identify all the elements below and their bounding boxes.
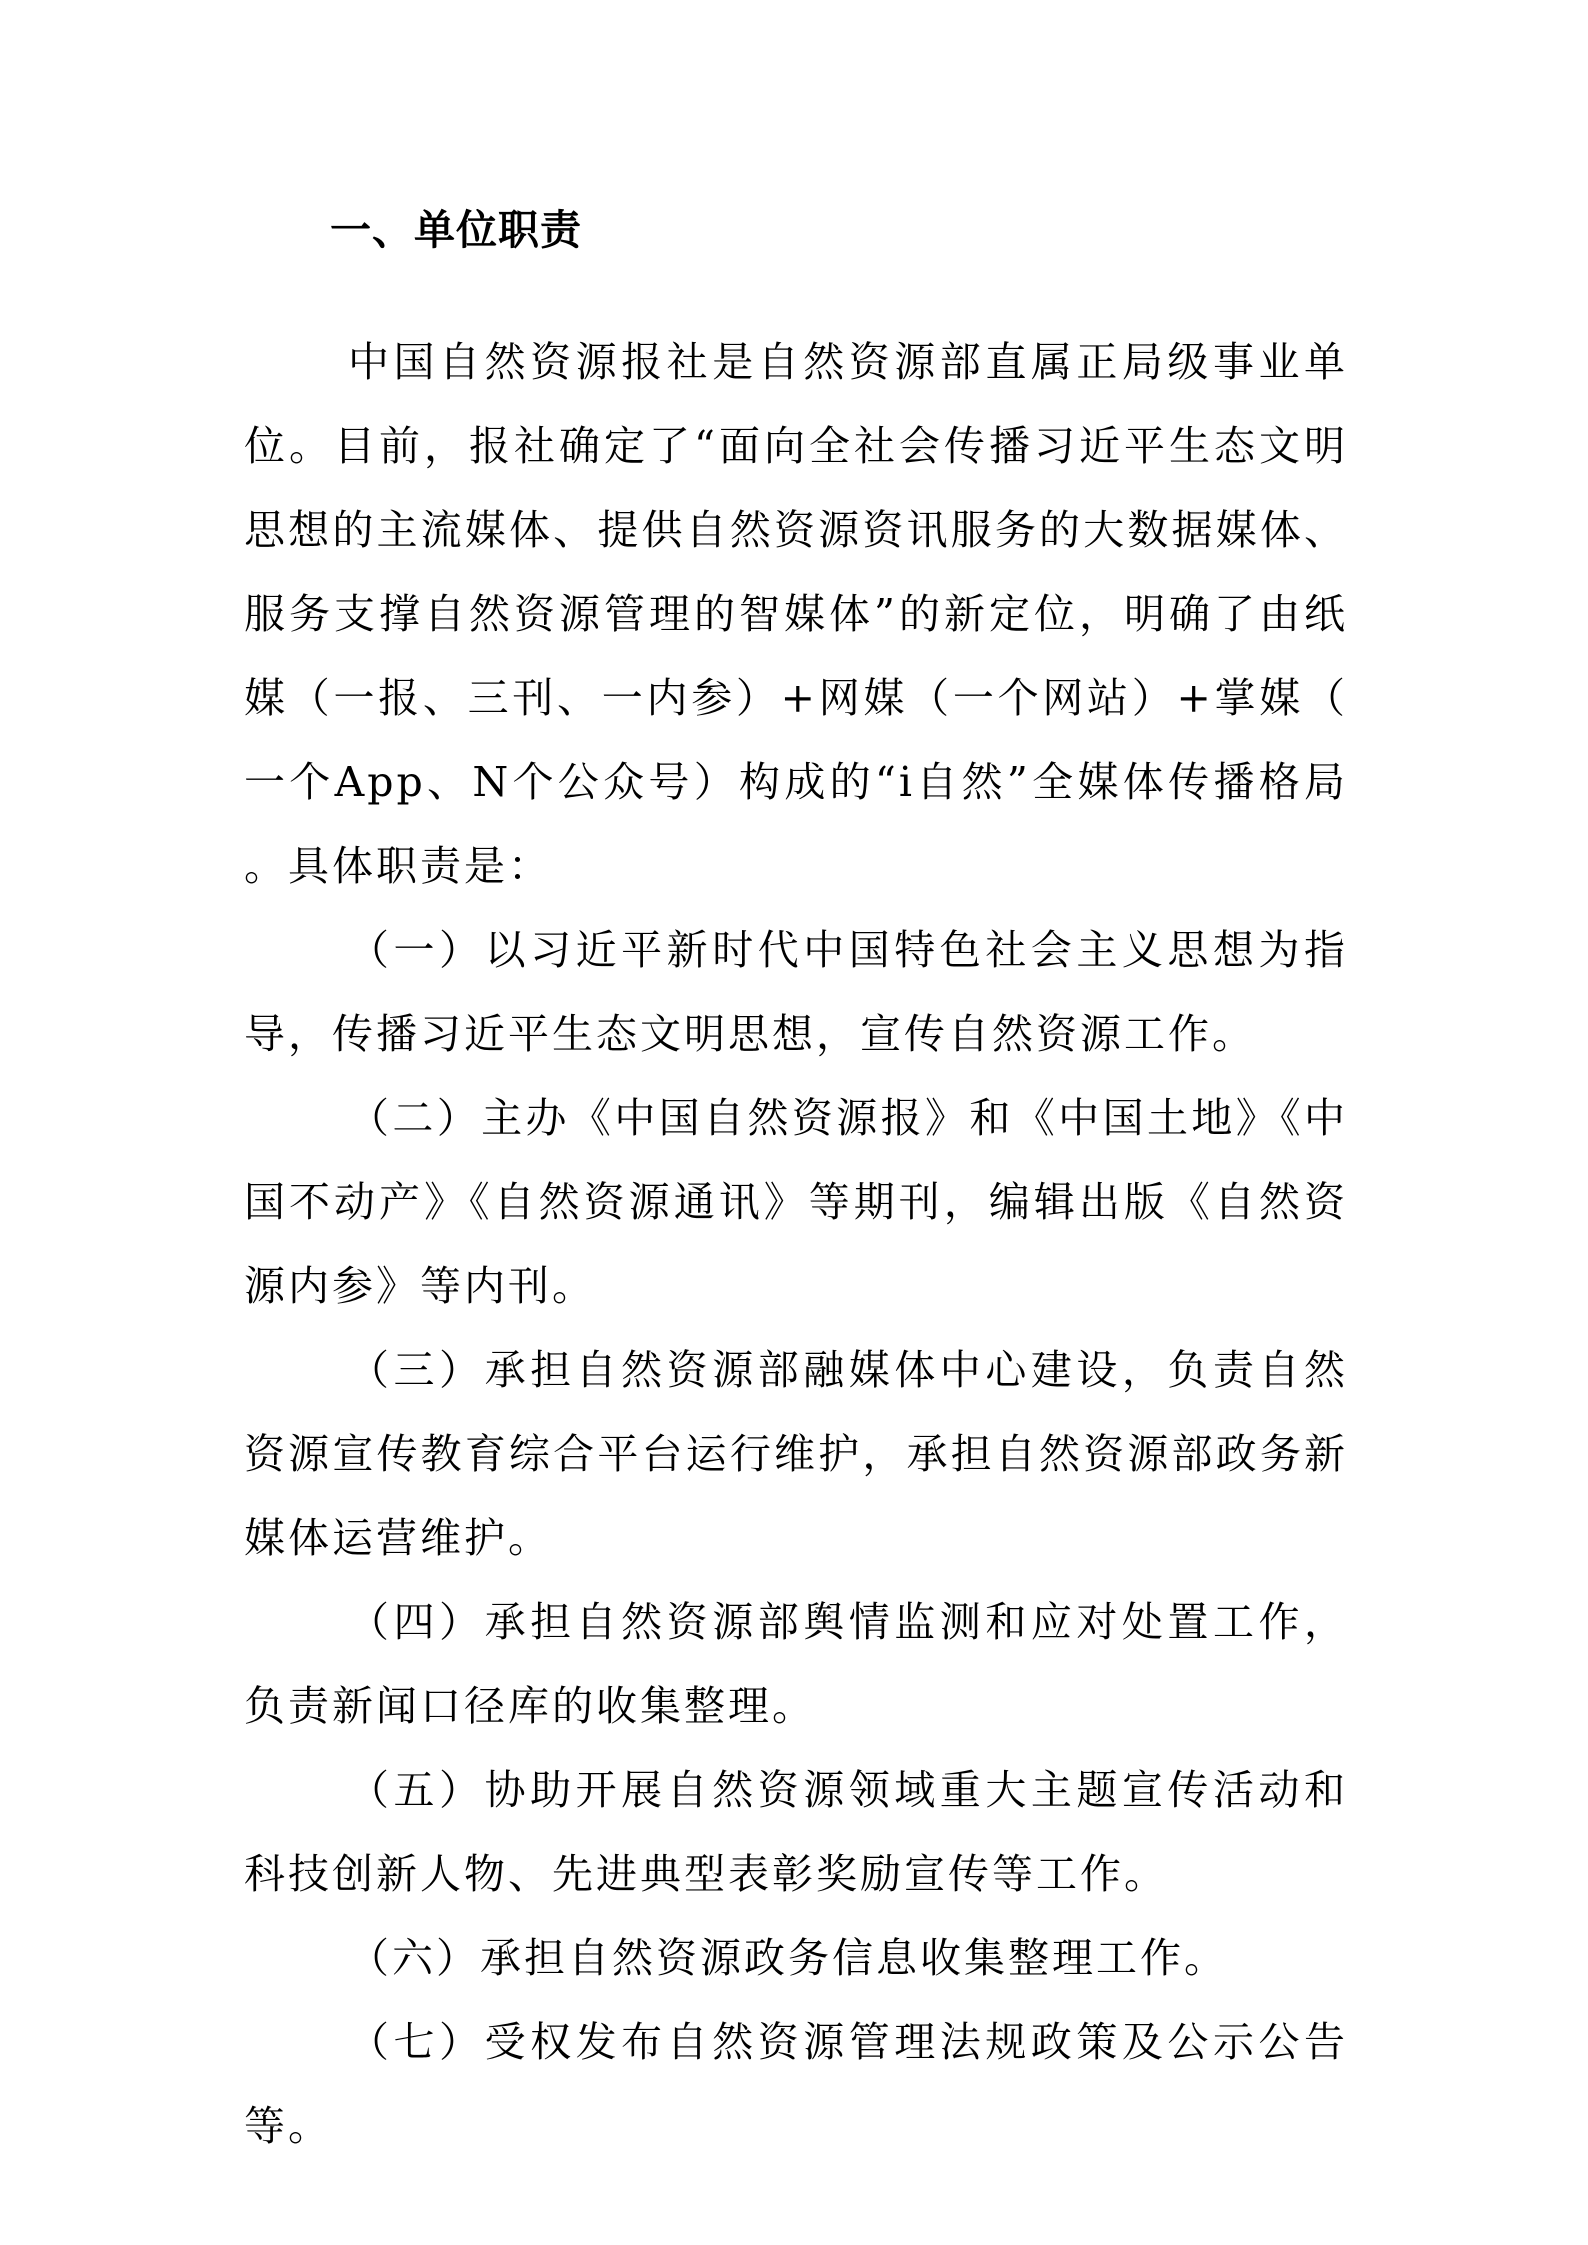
duty-item-4: （四）承担自然资源部舆情监测和应对处置工作，负责新闻口径库的收集整理。 bbox=[244, 1598, 1348, 1730]
document-body bbox=[244, 320, 1348, 2168]
duty-item-6: （六）承担自然资源政务信息收集整理工作。 bbox=[348, 1934, 1228, 1982]
section-heading: 一、单位职责 bbox=[330, 206, 582, 254]
duty-item-2: （二）主办《中国自然资源报》和《中国土地》《中国不动产》《自然资源通讯》等期刊，编辑出版《自然资源内参》等内刊。 bbox=[244, 1094, 1348, 1310]
duty-item-3: （三）承担自然资源部融媒体中心建设，负责自然资源宣传教育综合平台运行维护，承担自然资源部政务新媒体运营维护。 bbox=[244, 1346, 1348, 1562]
duty-item-5: （五）协助开展自然资源领域重大主题宣传活动和科技创新人物、先进典型表彰奖励宣传等工作。 bbox=[244, 1766, 1348, 1898]
intro-paragraph: 中国自然资源报社是自然资源部直属正局级事业单位。目前，报社确定了“面向全社会传播习近平生态文明思想的主流媒体、提供自然资源资讯服务的大数据媒体、服务支撑自然资源管理的智媒体”的新定位，明确了由纸媒（一报、三刊、一内参）+网媒（一个网站）+掌媒（一个App、N个公众号）构成的“i自然”全媒体传播格局。具体职责是： bbox=[244, 338, 1348, 890]
duty-item-1: （一）以习近平新时代中国特色社会主义思想为指导，传播习近平生态文明思想，宣传自然资源工作。 bbox=[244, 926, 1348, 1058]
duty-item-7: （七）受权发布自然资源管理法规政策及公示公告等。 bbox=[244, 2018, 1348, 2150]
